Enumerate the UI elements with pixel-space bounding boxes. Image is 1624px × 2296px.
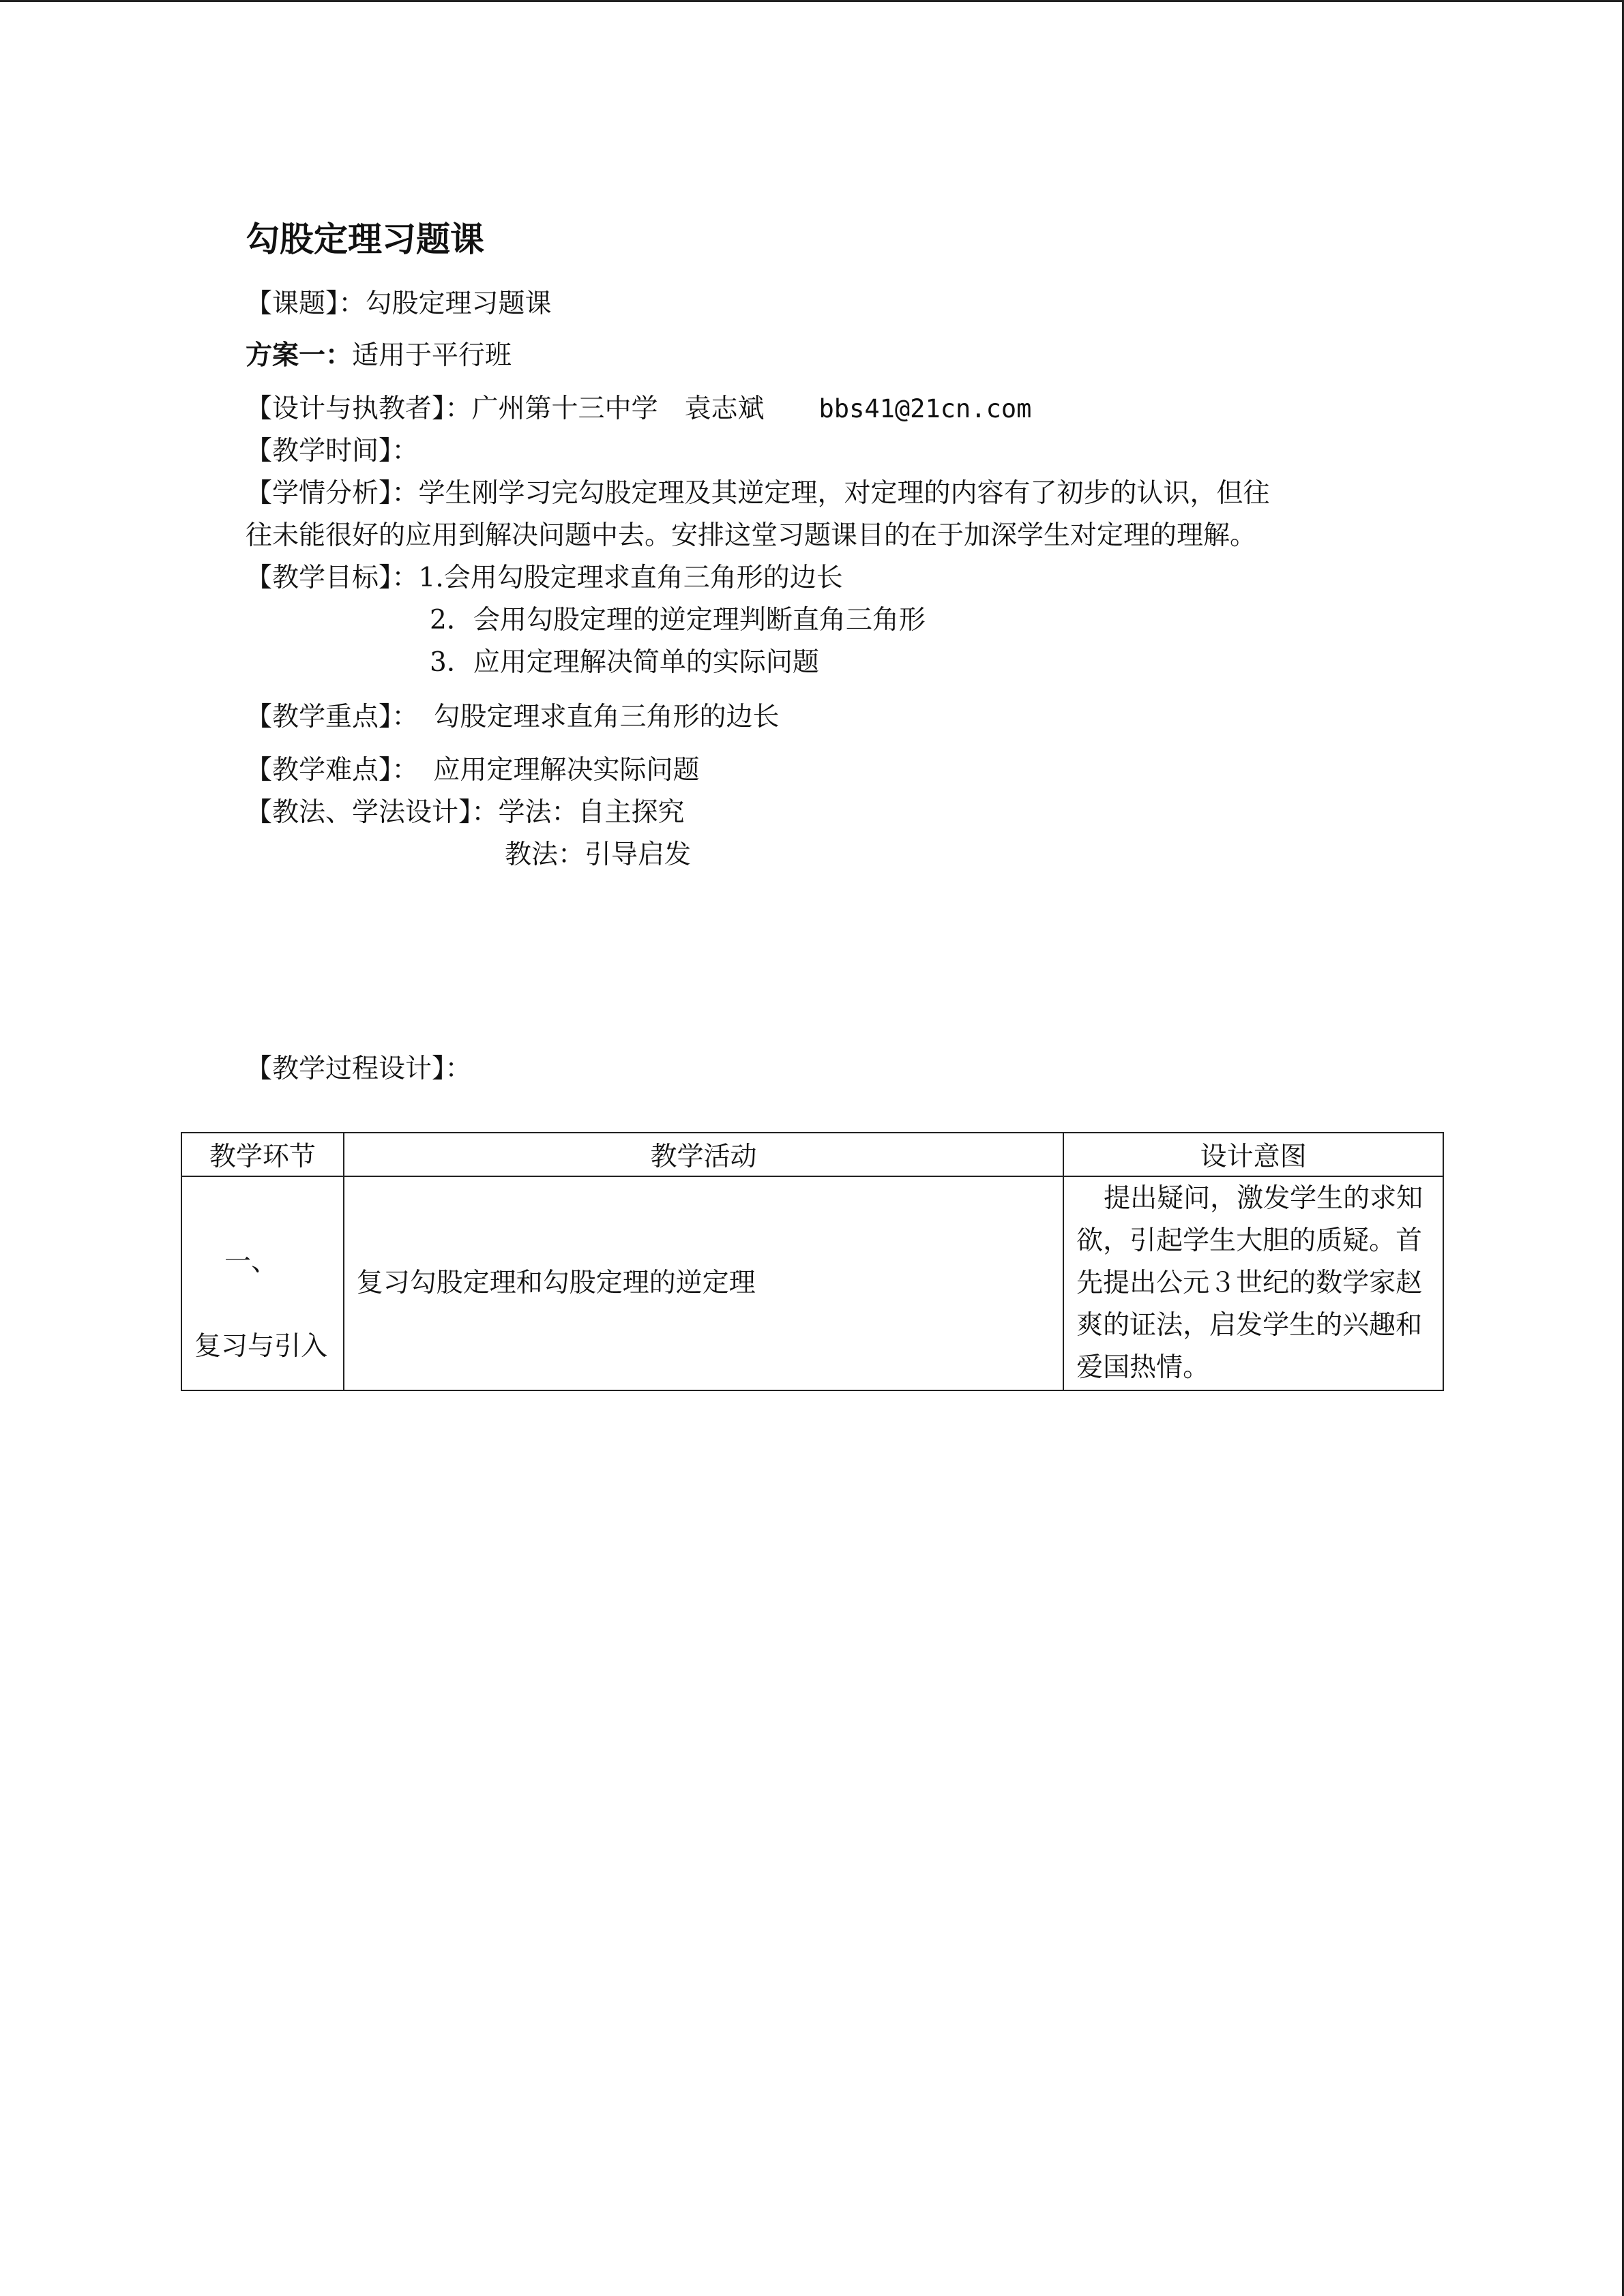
difficulty-value: 应用定理解决实际问题 bbox=[433, 755, 700, 786]
key-point-value: 勾股定理求直角三角形的边长 bbox=[433, 702, 780, 732]
analysis-line-1 bbox=[246, 475, 1270, 513]
goal-item-3: 3．应用定理解决简单的实际问题 bbox=[430, 647, 819, 678]
plan-label: 方案一： bbox=[246, 340, 353, 371]
goals-line-3 bbox=[430, 644, 819, 682]
header-activity: 教学活动 bbox=[344, 1133, 1063, 1176]
methods-teaching: 教法：引导启发 bbox=[505, 839, 692, 870]
key-point-label: 【教学重点】： bbox=[246, 702, 419, 732]
plan-value: 适用于平行班 bbox=[352, 340, 512, 371]
difficulty-line bbox=[246, 751, 700, 790]
methods-line-2 bbox=[505, 836, 691, 874]
goals-line-2 bbox=[430, 601, 926, 640]
designer-label: 【设计与执教者】： bbox=[246, 393, 472, 424]
time-label: 【教学时间】： bbox=[246, 436, 419, 466]
document-title: 勾股定理习题课 bbox=[246, 220, 484, 259]
page-border-top bbox=[0, 0, 1624, 2]
header-stage: 教学环节 bbox=[181, 1133, 344, 1176]
lesson-value: 勾股定理习题课 bbox=[365, 288, 552, 319]
analysis-label: 【学情分析】： bbox=[246, 478, 419, 509]
methods-learning: 学法：自主探究 bbox=[498, 797, 685, 828]
process-table bbox=[181, 1132, 1444, 1391]
plan-line bbox=[246, 337, 512, 375]
methods-line-1 bbox=[246, 794, 685, 832]
time-line bbox=[246, 432, 419, 471]
cell-intent: 提出疑问，激发学生的求知欲，引起学生大胆的质疑。首先提出公元３世纪的数学家赵爽的证法，启发学生的兴趣和爱国热情。 bbox=[1063, 1176, 1443, 1390]
header-intent: 设计意图 bbox=[1063, 1133, 1443, 1176]
designer-line bbox=[246, 390, 1031, 428]
lesson-line bbox=[246, 285, 552, 323]
lesson-label: 【课题】： bbox=[246, 288, 366, 319]
key-point-line bbox=[246, 698, 780, 736]
table-row bbox=[181, 1176, 1443, 1390]
analysis-text-1: 学生刚学习完勾股定理及其逆定理，对定理的内容有了初步的认识，但往 bbox=[418, 478, 1270, 509]
analysis-line-2 bbox=[246, 517, 1256, 555]
process-label: 【教学过程设计】： bbox=[246, 1054, 472, 1084]
goals-label: 【教学目标】： bbox=[246, 563, 419, 593]
analysis-text-2: 往未能很好的应用到解决问题中去。安排这堂习题课目的在于加深学生对定理的理解。 bbox=[246, 520, 1257, 551]
process-line bbox=[246, 1050, 472, 1088]
table-header-row bbox=[181, 1133, 1443, 1176]
designer-value: 广州第十三中学 袁志斌 bbox=[471, 393, 765, 424]
goals-line-1 bbox=[246, 559, 843, 597]
designer-email: bbs41@21cn.com bbox=[818, 394, 1032, 423]
methods-label: 【教法、学法设计】： bbox=[246, 797, 499, 828]
stage-name: 复习与引入 bbox=[194, 1331, 328, 1362]
stage-number: 一、 bbox=[224, 1247, 278, 1277]
cell-activity: 复习勾股定理和勾股定理的逆定理 bbox=[344, 1176, 1063, 1390]
cell-stage bbox=[181, 1176, 344, 1390]
goal-item-2: 2．会用勾股定理的逆定理判断直角三角形 bbox=[430, 605, 926, 636]
goal-item-1: 1.会用勾股定理求直角三角形的边长 bbox=[418, 563, 843, 593]
difficulty-label: 【教学难点】： bbox=[246, 755, 419, 786]
